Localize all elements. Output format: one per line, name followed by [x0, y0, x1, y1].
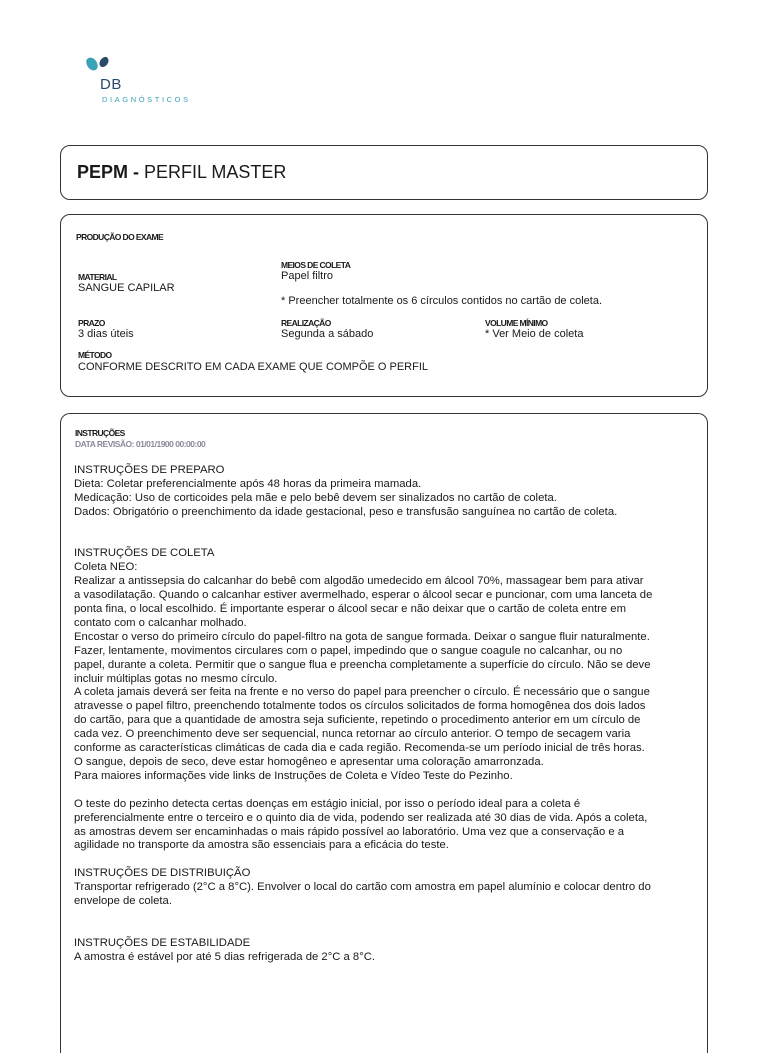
- realizacao-value: Segunda a sábado: [281, 328, 374, 340]
- revision-date: DATA REVISÃO: 01/01/1900 00:00:00: [75, 439, 206, 449]
- instructions-distribuicao: INSTRUÇÕES DE DISTRIBUIÇÃO Transportar refrigerado (2°C a 8°C). Envolver o local do cartão com amostra em papel alumínio e colocar dentro do envelope de coleta.: [74, 867, 651, 908]
- metodo-label: MÉTODO: [78, 350, 112, 360]
- instructions-preparo: INSTRUÇÕES DE PREPARO Dieta: Coletar preferencialmente após 48 horas da primeira mamada. Medicação: Uso de corticoides pela mãe e pelo bebê devem ser sinalizados no cartão de coleta. Dados: Obrigatório o preenchimento da idade gestacional, peso e transfusão sanguínea no cartão de coleta.: [74, 464, 618, 518]
- logo-subtitle: DIAGNÓSTICOS: [102, 95, 191, 104]
- exam-title: [77, 162, 286, 183]
- instructions-pezinho: O teste do pezinho detecta certas doenças em estágio inicial, por isso o período ideal para a coleta é preferencialmente entre o terceiro e o quinto dia de vida, podendo ser realizada até 30 dias de vida. Após a coleta, as amostras devem ser encaminhadas o mais rápido possível ao laboratório. Uma vez que a conservação e a agilidade no transporte da amostra são essenciais para a eficácia do teste.: [74, 797, 648, 852]
- exam-name: PERFIL MASTER: [144, 162, 287, 182]
- instructions-estabilidade: INSTRUÇÕES DE ESTABILIDADE A amostra é estável por até 5 dias refrigerada de 2°C a 8°C.: [74, 936, 376, 963]
- production-section-label: PRODUÇÃO DO EXAME: [76, 232, 164, 242]
- logo-name: DB: [100, 76, 122, 93]
- meios-label: MEIOS DE COLETA: [281, 260, 351, 270]
- volume-label: VOLUME MÍNIMO: [485, 318, 548, 328]
- company-logo: [82, 56, 212, 106]
- realizacao-label: REALIZAÇÃO: [281, 318, 331, 328]
- exam-title-box: [60, 145, 708, 200]
- instructions-coleta: INSTRUÇÕES DE COLETA Coleta NEO: Realizar a antissepsia do calcanhar do bebê com algodão umedecido em álcool 70%, massagear bem para ativar a vasodilatação. Quando o calcanhar estiver avermelhado, esperar o álcool secar e puncionar, com uma lanceta de ponta fina, o local escolhido. É importante esperar o álcool secar e não deixar que o cartão de coleta entre em contato com o calcanhar molhado. Encostar o verso do primeiro círculo do papel-filtro na gota de sangue formada. Deixar o sangue fluir naturalmente. Fazer, lentamente, movimentos circulares com o papel, impedindo que o sangue coagule no calcanhar, ou no papel, durante a coleta. Permitir que o sangue flua e preencha completamente a superfície do círculo. Não se deve incluir múltiplas gotas no mesmo círculo. A coleta jamais deverá ser feita na frente e no verso do papel para preencher o círculo. É necessário que o sangue atravesse o papel filtro, preenchendo totalmente todos os círculos solicitados de forma homogênea dos dois lados do cartão, para que a quantidade de amostra seja suficiente, repetindo o procedimento anterior em um círculo de cada vez. O preenchimento deve ser sequencial, nunca retornar ao círculo anterior. O tempo de secagem varia conforme as características climáticas de cada dia e cada região. Recomenda-se um período inicial de três horas. O sangue, depois de seco, deve estar homogêneo e apresentar uma coloração amarronzada. Para maiores informações vide links de Instruções de Coleta e Vídeo Teste do Pezinho.: [74, 547, 653, 782]
- prazo-label: PRAZO: [78, 318, 105, 328]
- material-value: SANGUE CAPILAR: [78, 282, 175, 294]
- meios-value: Papel filtro: [281, 270, 333, 282]
- instructions-content: [74, 464, 700, 965]
- exam-code: PEPM -: [77, 162, 140, 182]
- material-label: MATERIAL: [78, 272, 117, 282]
- instructions-section-label: INSTRUÇÕES: [75, 428, 125, 438]
- metodo-value: CONFORME DESCRITO EM CADA EXAME QUE COMPÕE O PERFIL: [78, 361, 429, 373]
- production-box: [60, 214, 708, 397]
- meios-note: * Preencher totalmente os 6 círculos contidos no cartão de coleta.: [281, 295, 603, 307]
- prazo-value: 3 dias úteis: [78, 328, 134, 340]
- volume-value: * Ver Meio de coleta: [485, 328, 584, 340]
